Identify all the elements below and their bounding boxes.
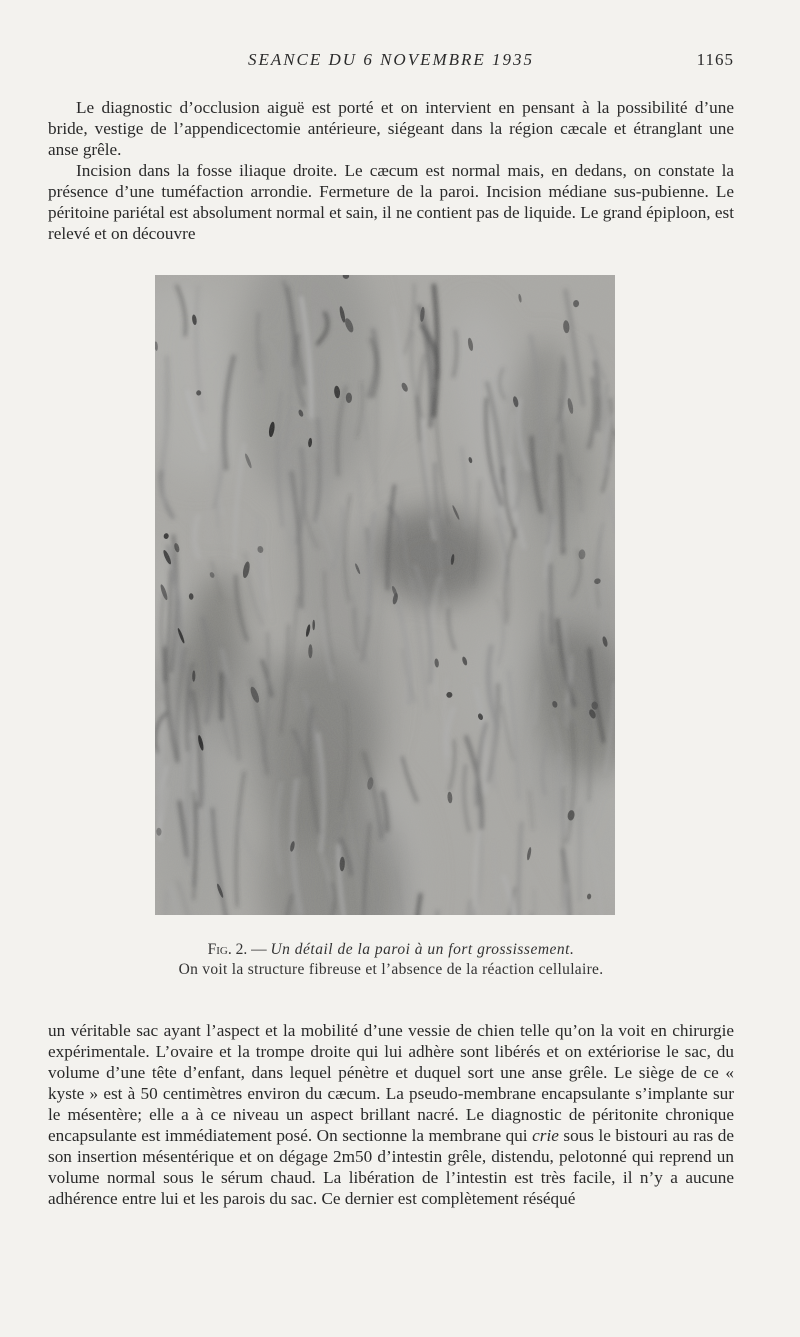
paragraph-incision: Incision dans la fosse iliaque droite. Le cæcum est normal mais, en dedans, on constate la présence d’une tuméfaction arrondie. Fermeture de la paroi. Incision médiane sus-pubienne. Le péritoine pariétal est absolument normal et sain, il ne contient pas de liquide. Le grand épiploon, est relevé et on découvre <box>48 161 734 243</box>
micrograph-figure <box>155 275 615 915</box>
figure-caption <box>48 940 734 980</box>
sac-text-part2: sous le bistouri au ras de son insertion mésentérique et on dégage 2m50 d’intestin grêle, distendu, pelotonné qui reprend un volume normal sous le sérum chaud. La libération de l’intestin est très facile, il n’y a aucune adhérence entre lui et les parois du sac. Ce dernier est complètement réséqué <box>48 1126 734 1208</box>
figure-label: Fig. 2. <box>207 941 248 958</box>
paragraph-sac <box>48 1020 734 1209</box>
running-head <box>48 50 734 74</box>
running-title: SEANCE DU 6 NOVEMBRE 1935 <box>247 50 535 69</box>
micrograph-image <box>155 275 615 915</box>
sac-text-part1: un véritable sac ayant l’aspect et la mobilité d’une vessie de chien telle qu’on la voit en chirurgie expérimentale. L’ovaire et la trompe droite qui lui adhère sont libérés et on extériorise le sac, du volume d’une tête d’enfant, dans lequel pénètre et duquel sort une anse grêle. Le siège de ce « kyste » est à 50 centimètres environ du cæcum. La pseudo-membrane encapsulante s’implante sur le mésentère; elle a à ce niveau un aspect brillant nacré. Le diagnostic de péritonite chronique encapsulante est immédiatement posé. On sectionne la membrane qui <box>48 1021 734 1145</box>
body-text-bottom <box>48 1020 734 1209</box>
emphasis-crie: crie <box>532 1126 559 1145</box>
figure-note: On voit la structure fibreuse et l’absence de la réaction cellulaire. <box>178 961 604 978</box>
caption-separator: — <box>247 941 271 958</box>
paragraph-diagnosis: Le diagnostic d’occlusion aiguë est porté et on intervient en pensant à la possibilité d’une bride, vestige de l’appendicectomie antérieure, siégeant dans la région cæcale et étranglant une anse grêle. <box>48 98 734 159</box>
body-text-top <box>48 97 734 244</box>
figure-title: Un détail de la paroi à un fort grossissement. <box>270 941 575 958</box>
page-number: 1165 <box>696 50 734 69</box>
